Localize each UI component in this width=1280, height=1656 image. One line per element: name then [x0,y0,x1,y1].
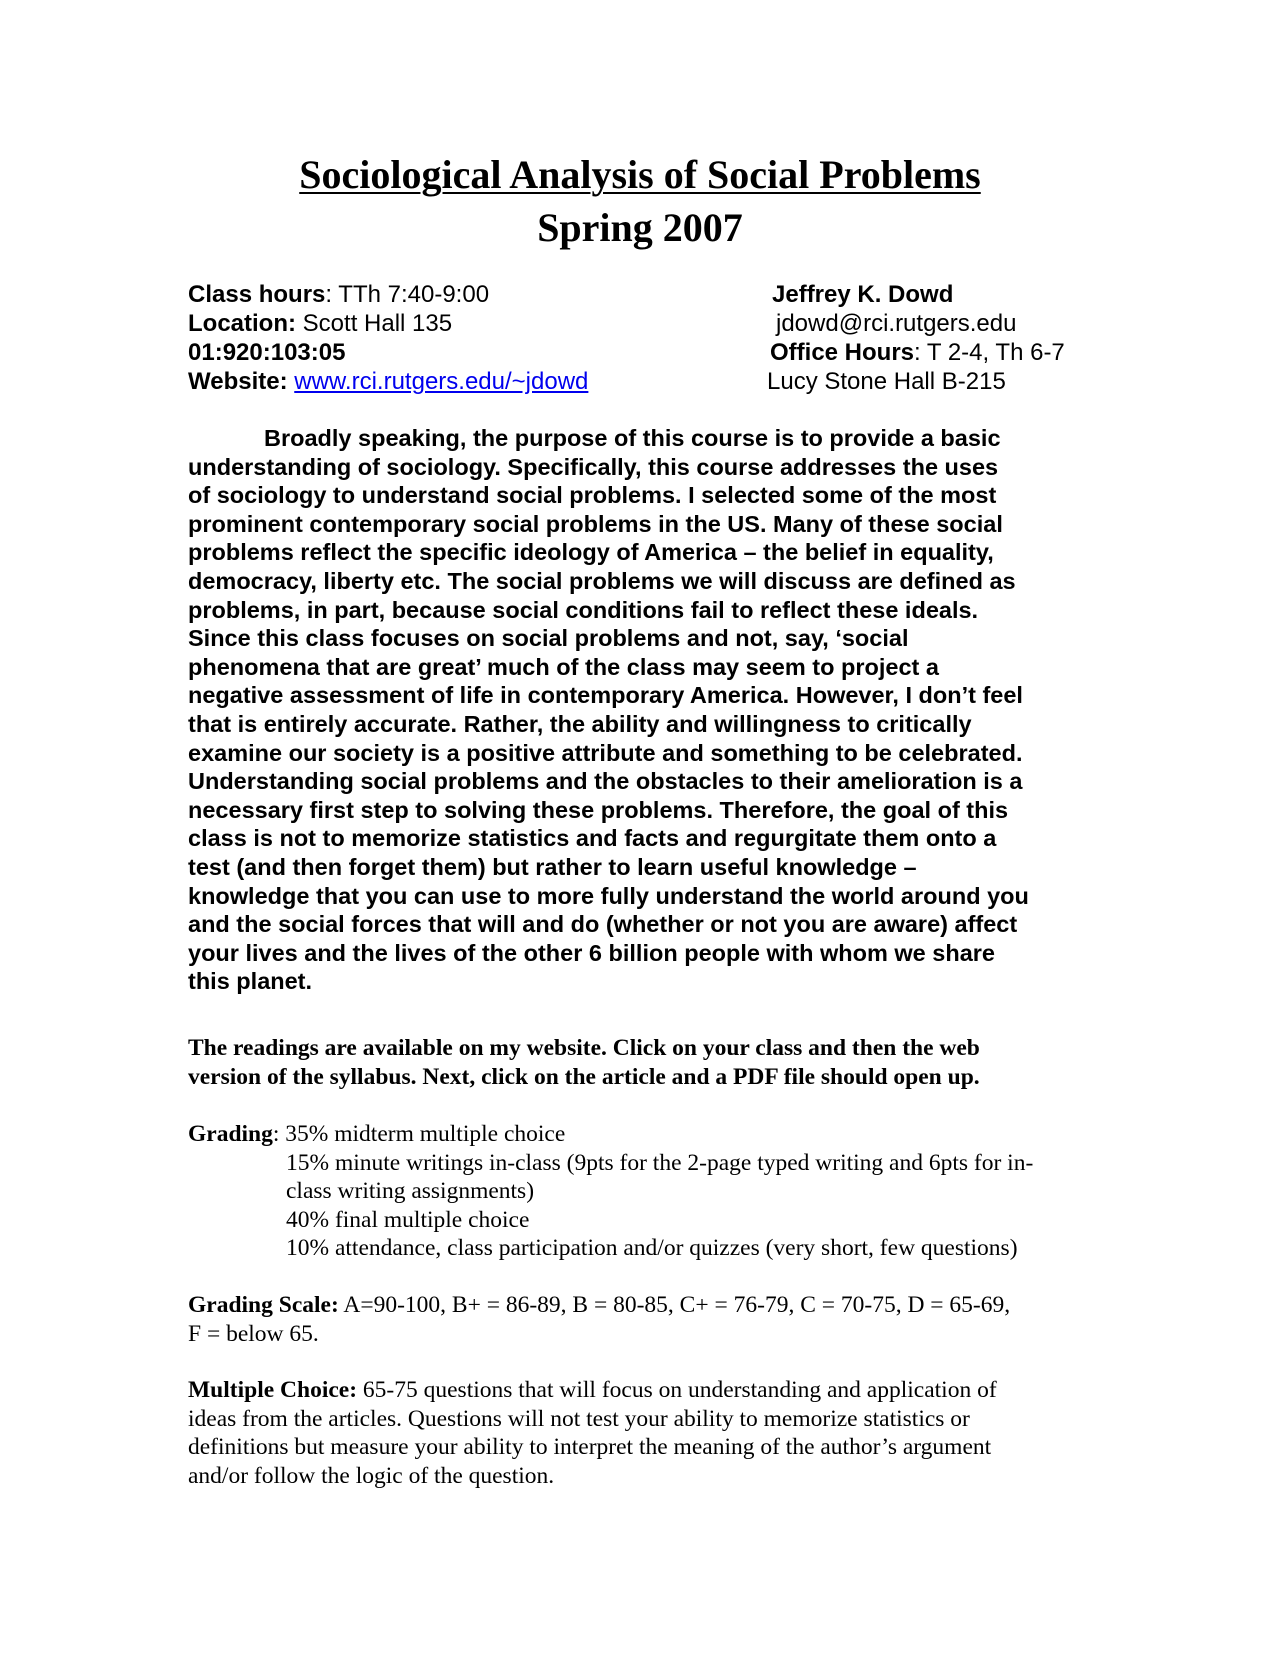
location-label: Location: [188,310,296,337]
description-line: and the social forces that will and do (whether or not you are aware) affect [188,911,1018,938]
instructor-name [772,280,953,309]
multiple-choice-section [188,1376,997,1490]
description-line: class is not to memorize statistics and facts and regurgitate them onto a [188,825,997,852]
description-line: negative assessment of life in contemporary America. However, I don’t feel [188,682,1023,709]
readings-note [188,1034,980,1091]
semester-title: Spring 2007 [537,205,743,250]
grading-scale-line [188,1291,1010,1320]
multiple-choice-line: and/or follow the logic of the question. [188,1462,555,1489]
course-code-text: 01:920:103:05 [188,339,346,366]
grading-scale-line: F = below 65. [188,1320,319,1347]
multiple-choice-text: 65-75 questions that will focus on understanding and application of [357,1377,997,1403]
multiple-choice-line [188,1376,997,1405]
description-line: knowledge that you can use to more fully understand the world around you [188,882,1029,909]
readings-line: version of the syllabus. Next, click on the article and a PDF file should open up. [188,1063,980,1090]
instructor-email: jdowd@rci.rutgers.edu [776,310,1017,337]
instructor-name-text: Jeffrey K. Dowd [772,281,954,308]
class-hours-line [188,280,489,309]
description-line: Since this class focuses on social problems and not, say, ‘social [188,625,909,652]
website-link[interactable]: www.rci.rutgers.edu/~jdowd [294,368,589,395]
grading-item: class writing assignments) [286,1178,535,1205]
course-title: Sociological Analysis of Social Problems [299,152,981,197]
description-line: test (and then forget them) but rather to learn useful knowledge – [188,853,917,880]
grading-label: Grading [188,1121,273,1147]
description-line: your lives and the lives of the other 6 billion people with whom we share [188,939,995,966]
description-line: Broadly speaking, the purpose of this course is to provide a basic [264,425,1001,451]
description-line: Understanding social problems and the obstacles to their amelioration is a [188,768,1023,795]
description-line: that is entirely accurate. Rather, the ability and willingness to critically [188,710,972,737]
grading-item: 40% final multiple choice [286,1206,530,1233]
office-hours-value: : T 2-4, Th 6-7 [914,339,1065,366]
grading-scale-section [188,1291,1010,1348]
description-line: necessary first step to solving these problems. Therefore, the goal of this [188,796,1009,823]
multiple-choice-label: Multiple Choice: [188,1377,358,1403]
grading-first-line [188,1120,1033,1149]
office-location: Lucy Stone Hall B-215 [767,368,1006,395]
grading-section [188,1120,1033,1263]
grading-item: 15% minute writings in-class (9pts for the 2-page typed writing and 6pts for in- [286,1149,1034,1176]
description-line: democracy, liberty etc. The social problems we will discuss are defined as [188,567,1016,594]
course-code [188,338,345,367]
description-line: phenomena that are great’ much of the class may seem to project a [188,653,939,680]
description-line: examine our society is a positive attribute and something to be celebrated. [188,739,1023,766]
grading-scale-label: Grading Scale: [188,1292,339,1318]
description-line: problems, in part, because social conditions fail to reflect these ideals. [188,596,979,623]
location-value: Scott Hall 135 [296,310,453,337]
grading-first-item: : 35% midterm multiple choice [272,1121,566,1147]
course-description [188,424,1088,996]
website-label: Website: [188,368,288,395]
description-line: prominent contemporary social problems in the US. Many of these social [188,510,1003,537]
office-hours-line [770,338,1065,367]
class-hours-label: Class hours [188,281,326,308]
grading-scale-values: A=90-100, B+ = 86-89, B = 80-85, C+ = 76-79, C = 70-75, D = 65-69, [338,1292,1011,1318]
grading-item: 10% attendance, class participation and/or quizzes (very short, few questions) [286,1235,1018,1262]
readings-line: The readings are available on my website. Click on your class and then the web [188,1035,980,1061]
description-line: understanding of sociology. Specifically, this course addresses the uses [188,453,999,480]
multiple-choice-line: ideas from the articles. Questions will not test your ability to memorize statistics or [188,1405,970,1432]
description-line: this planet. [188,968,313,995]
location-line [188,309,452,338]
multiple-choice-line: definitions but measure your ability to interpret the meaning of the author’s argument [188,1434,992,1461]
description-line: of sociology to understand social problems. I selected some of the most [188,482,997,509]
office-hours-label: Office Hours [770,339,915,366]
class-hours-value: : TTh 7:40-9:00 [325,281,490,308]
website-line [188,367,588,396]
description-line: problems reflect the specific ideology of America – the belief in equality, [188,539,994,566]
